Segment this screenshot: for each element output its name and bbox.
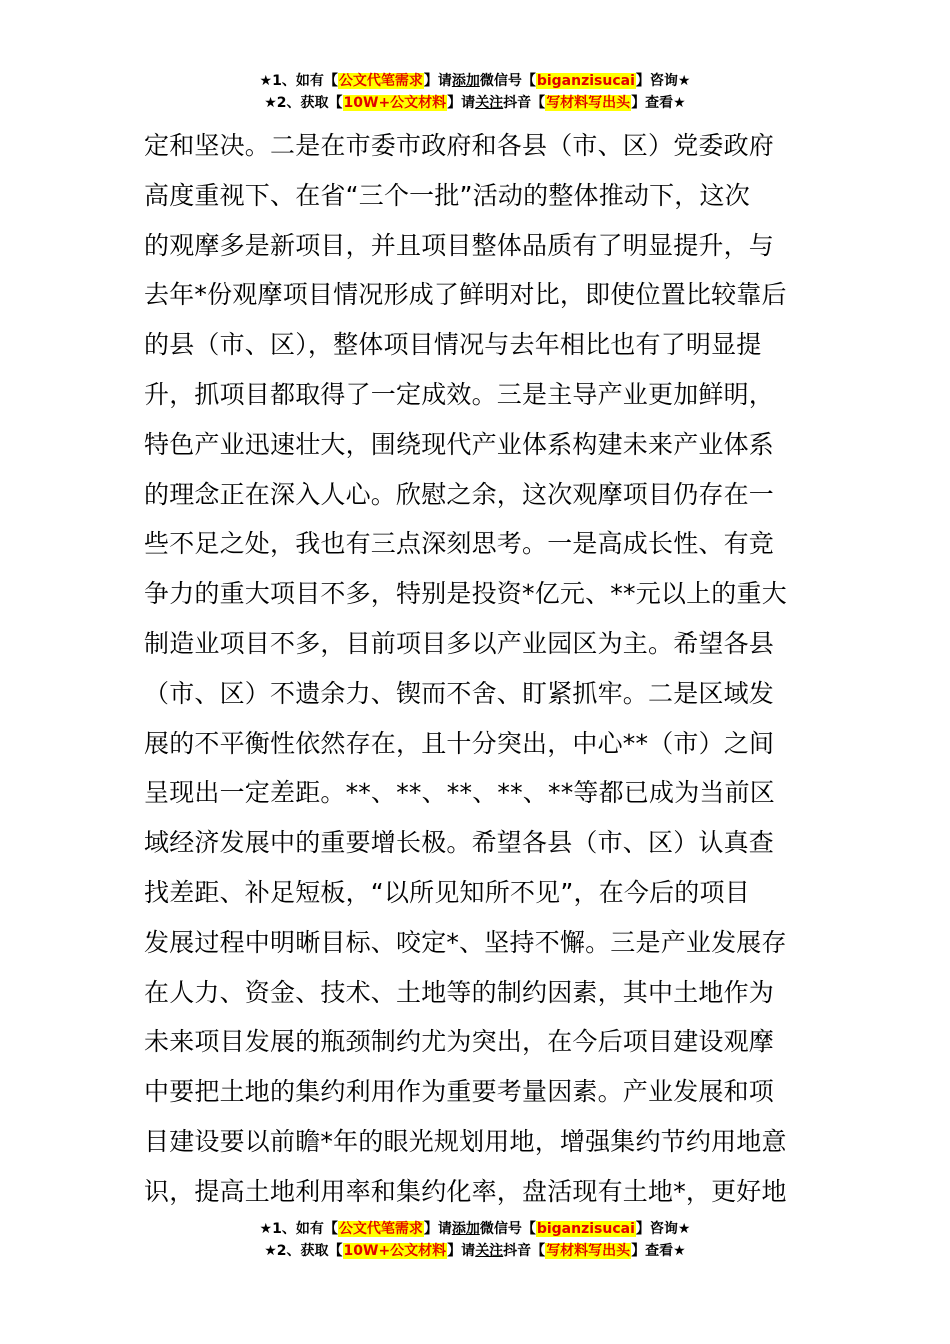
banner-text: 】查看★ [631, 1243, 686, 1259]
banner-line-1 [0, 1218, 950, 1240]
footer-banner [0, 1218, 950, 1262]
document-body [144, 121, 814, 1217]
body-line: 发展过程中明晰目标、咬定*、坚持不懈。三是产业发展存 [144, 927, 787, 957]
header-banner [0, 70, 950, 114]
banner-highlight: 10W+公文材料 [343, 95, 447, 111]
body-line: 些不足之处，我也有三点深刻思考。一是高成长性、有竞 [144, 529, 775, 559]
banner-text: 】咨询★ [635, 73, 691, 89]
body-line: 制造业项目不多，目前项目多以产业园区为主。希望各县 [144, 628, 775, 658]
body-line: 目建设要以前瞻*年的眼光规划用地，增强集约节约用地意 [144, 1126, 787, 1156]
body-line: 未来项目发展的瓶颈制约尤为突出，在今后项目建设观摩 [144, 1027, 775, 1057]
body-line: 的理念正在深入人心。欣慰之余，这次观摩项目仍存在一 [144, 479, 775, 509]
body-line: 域经济发展中的重要增长极。希望各县（市、区）认真查 [144, 828, 775, 858]
banner-line-1 [0, 70, 950, 92]
banner-text: 抖音【 [503, 95, 546, 111]
banner-text: 】查看★ [631, 95, 686, 111]
body-line: 定和坚决。二是在市委市政府和各县（市、区）党委政府 [144, 131, 775, 160]
banner-underline: 添加 [451, 1221, 480, 1237]
body-line: 的县（市、区），整体项目情况与去年相比也有了明显提 [144, 330, 762, 360]
body-line: 识，提高土地利用率和集约化率，盘活现有土地*，更好地 [144, 1176, 787, 1206]
banner-underline: 关注 [475, 95, 504, 111]
body-line: 中要把土地的集约利用作为重要考量因素。产业发展和项 [144, 1077, 775, 1107]
body-line: 升，抓项目都取得了一定成效。三是主导产业更加鲜明， [144, 379, 775, 409]
banner-text: ★2、获取【 [264, 1243, 343, 1259]
banner-text: 】咨询★ [635, 1221, 691, 1237]
body-line: 展的不平衡性依然存在，且十分突出，中心**（市）之间 [144, 728, 775, 758]
body-line: 呈现出一定差距。**、**、**、**、**等都已成为当前区 [144, 778, 776, 808]
banner-text: 抖音【 [503, 1243, 546, 1259]
banner-highlight: 10W+公文材料 [343, 1243, 447, 1259]
banner-text: 】请 [447, 1243, 476, 1259]
banner-underline: 关注 [475, 1243, 504, 1259]
banner-text: 】请 [423, 73, 452, 89]
banner-text: ★1、如有【 [259, 73, 338, 89]
body-line: （市、区）不遗余力、锲而不舍、盯紧抓牢。二是区域发 [144, 678, 775, 708]
banner-highlight: 写材料写出头 [546, 1243, 631, 1259]
banner-text: 微信号【 [479, 1221, 536, 1237]
banner-text: 微信号【 [479, 73, 536, 89]
banner-underline: 添加 [451, 73, 480, 89]
banner-text: ★2、获取【 [264, 95, 343, 111]
banner-line-2 [0, 1240, 950, 1262]
body-line: 特色产业迅速壮大，围绕现代产业体系构建未来产业体系 [144, 429, 775, 459]
body-line: 争力的重大项目不多，特别是投资*亿元、**元以上的重大 [144, 579, 787, 609]
banner-text: ★1、如有【 [259, 1221, 338, 1237]
banner-highlight: biganzisucai [536, 1221, 635, 1237]
banner-line-2 [0, 92, 950, 114]
body-line: 去年*份观摩项目情况形成了鲜明对比，即使位置比较靠后 [144, 280, 787, 310]
banner-highlight: 公文代笔需求 [338, 1221, 423, 1237]
banner-text: 】请 [447, 95, 476, 111]
banner-highlight: 公文代笔需求 [338, 73, 423, 89]
body-line: 找差距、补足短板，“以所见知所不见”，在今后的项目 [144, 877, 750, 907]
banner-highlight: 写材料写出头 [546, 95, 631, 111]
banner-highlight: biganzisucai [536, 73, 635, 89]
body-line: 高度重视下、在省“三个一批”活动的整体推动下，这次 [144, 180, 750, 210]
body-line: 在人力、资金、技术、土地等的制约因素，其中土地作为 [144, 977, 775, 1007]
banner-text: 】请 [423, 1221, 452, 1237]
body-line: 的观摩多是新项目，并且项目整体品质有了明显提升，与 [144, 230, 775, 260]
